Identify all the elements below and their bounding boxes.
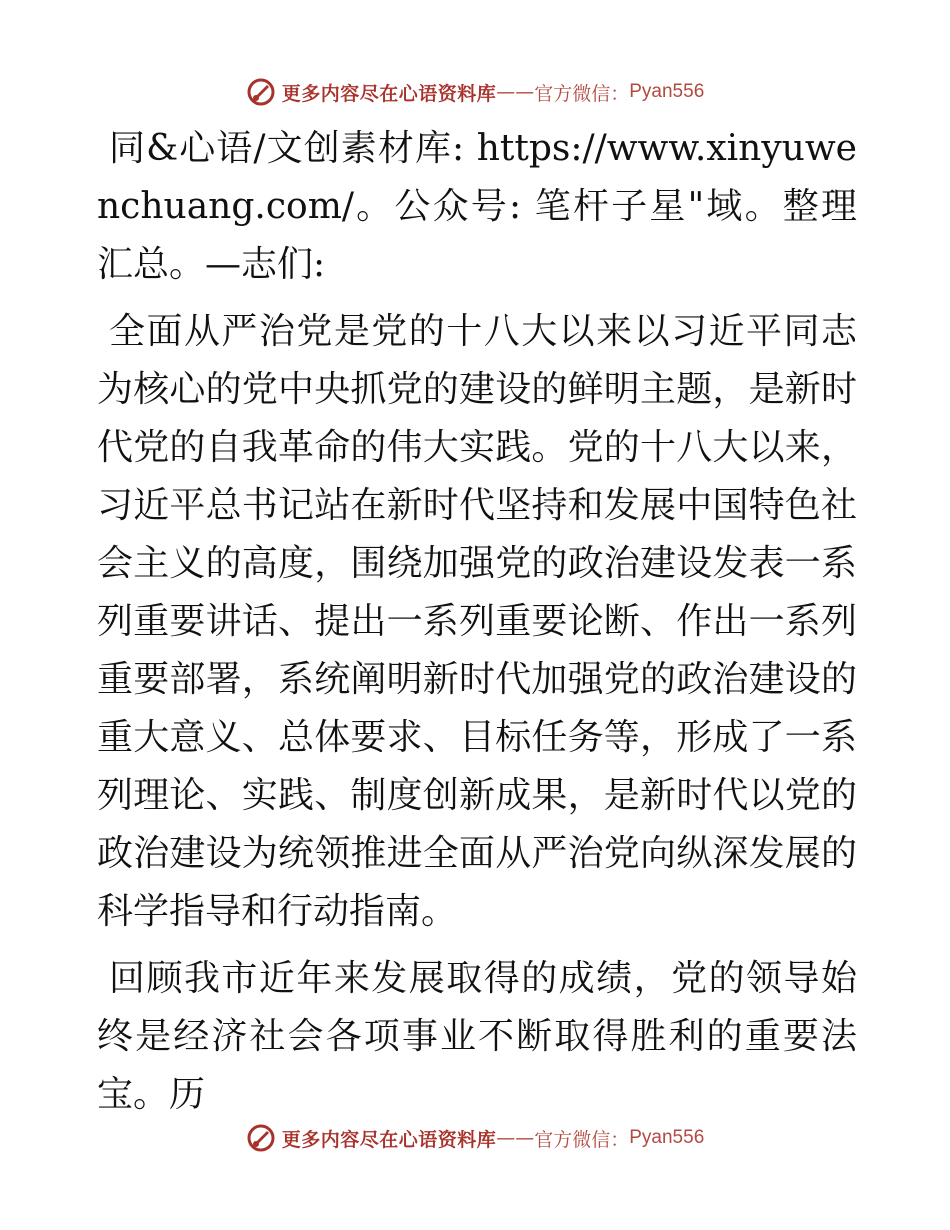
banner-contact-label: 官方微信：: [534, 82, 630, 105]
banner-wechat-id: Pyan556: [629, 81, 705, 102]
banner-wechat-id: Pyan556: [629, 1127, 705, 1148]
banner-contact-label: 官方微信：: [534, 1128, 630, 1151]
brush-seal-icon: [246, 77, 276, 107]
banner-slogan: 更多内容尽在心语资料库: [281, 1128, 497, 1151]
paragraph-main: 全面从严治党是党的十八大以来以习近平同志为核心的党中央抓党的建设的鲜明主题，是新时代党的自我革命的伟大实践。党的十八大以来，习近平总书记站在新时代坚持和发展中国特色社会主义的高度，围绕加强党的政治建设发表一系列重要讲话、提出一系列重要论断、作出一系列重要部署，系统阐明新时代加强党的政治建设的重大意义、总体要求、目标任务等，形成了一系列理论、实践、制度创新成果，是新时代以党的政治建设为统领推进全面从严治党向纵深发展的科学指导和行动指南。: [97, 311, 857, 932]
document-body: [97, 120, 857, 1124]
banner-separator: ——: [496, 1127, 535, 1149]
banner-slogan: 更多内容尽在心语资料库: [281, 82, 497, 105]
paragraph-review: 回顾我市近年来发展取得的成绩，党的领导始终是经济社会各项事业不断取得胜利的重要法宝。历: [97, 958, 857, 1115]
banner-separator: ——: [496, 81, 535, 103]
footer-banner: [0, 1118, 950, 1158]
header-banner: [0, 72, 950, 112]
paragraph-header: 同&心语/文创素材库: https://www.xinyuwenchuang.com/。公众号: 笔杆子星"域。整理汇总。—志们:: [97, 128, 857, 285]
brush-seal-icon: [246, 1123, 276, 1153]
